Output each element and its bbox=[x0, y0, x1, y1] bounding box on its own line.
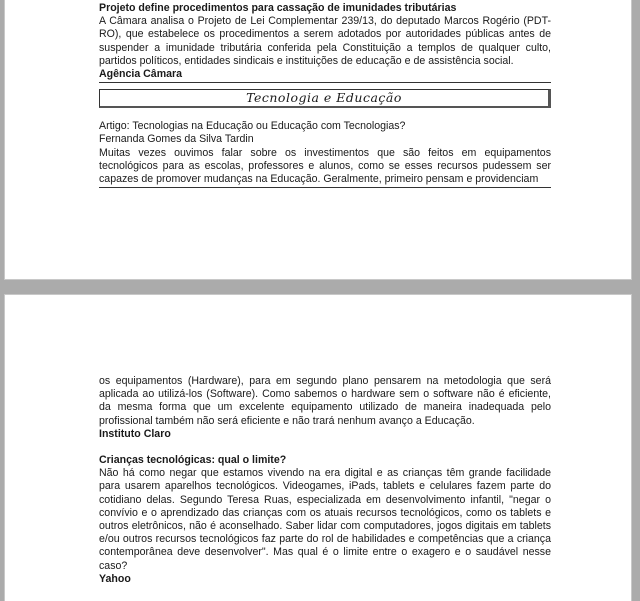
page-2-content bbox=[99, 375, 551, 586]
article-body-continuation: os equipamentos (Hardware), para em segundo plano pensarem na metodologia que será aplicada ao utilizá-los (Software). Como sabemos o hardware sem o software não é eficiente, da mesma forma que um excelente equipamento utilizado de maneira inadequada pelo profissional também não será eficiente e não trará nenhum avanço a Educação. bbox=[99, 375, 551, 427]
news-title: Projeto define procedimentos para cassação de imunidades tributárias bbox=[99, 2, 457, 14]
news-body: A Câmara analisa o Projeto de Lei Complementar 239/13, do deputado Marcos Rogério (PDT-RO), que estabelece os procedimentos a serem adotados por autoridades públicas antes de suspender a imunidade tributária conferida pela Constituição a templos de qualquer culto, partidos políticos, entidades sindicais e instituições de educação e de assistência social. bbox=[99, 15, 551, 67]
article-body-start: Muitas vezes ouvimos falar sobre os investimentos que são feitos em equipamentos tecnológicos para as escolas, professores e alunos, como se esses recursos pudessem ser capazes de promover mudanças na Educação. Geralmente, primeiro pensam e providenciam bbox=[99, 147, 551, 189]
section2-title: Crianças tecnológicas: qual o limite? bbox=[99, 454, 287, 467]
section2-source: Yahoo bbox=[99, 572, 131, 585]
spacer bbox=[99, 441, 551, 454]
article-title: Artigo: Tecnologias na Educação ou Educação com Tecnologias? bbox=[99, 120, 406, 133]
document-page-1 bbox=[4, 0, 632, 280]
page-1-content bbox=[99, 2, 551, 188]
article-source: Instituto Claro bbox=[99, 427, 171, 440]
section-banner: Tecnologia e Educação bbox=[99, 89, 551, 108]
document-page-2 bbox=[4, 294, 632, 601]
section2-body: Não há como negar que estamos vivendo na era digital e as crianças têm grande facilidade para usarem aparelhos tecnológicos. Videogames, iPads, tablets e celulares fazem parte do cotidiano delas. Segundo Teresa Ruas, especializada em desenvolvimento infantil, "negar o convívio e o aprendizado das crianças com os atuais recursos tecnológicos, como os tablets e outros eletrônicos, não é aconselhado. Saber lidar com computadores, jogos digitais em tablets e/ou outros recursos tecnológicos faz parte do rol de habilidades e competências que a criança contemporânea deve desenvolver". Mas qual é o limite entre o exagero e o saudável nesse caso? bbox=[99, 467, 551, 572]
article-author: Fernanda Gomes da Silva Tardin bbox=[99, 133, 254, 146]
spacer bbox=[99, 108, 551, 120]
news-source: Agência Câmara bbox=[99, 68, 551, 83]
